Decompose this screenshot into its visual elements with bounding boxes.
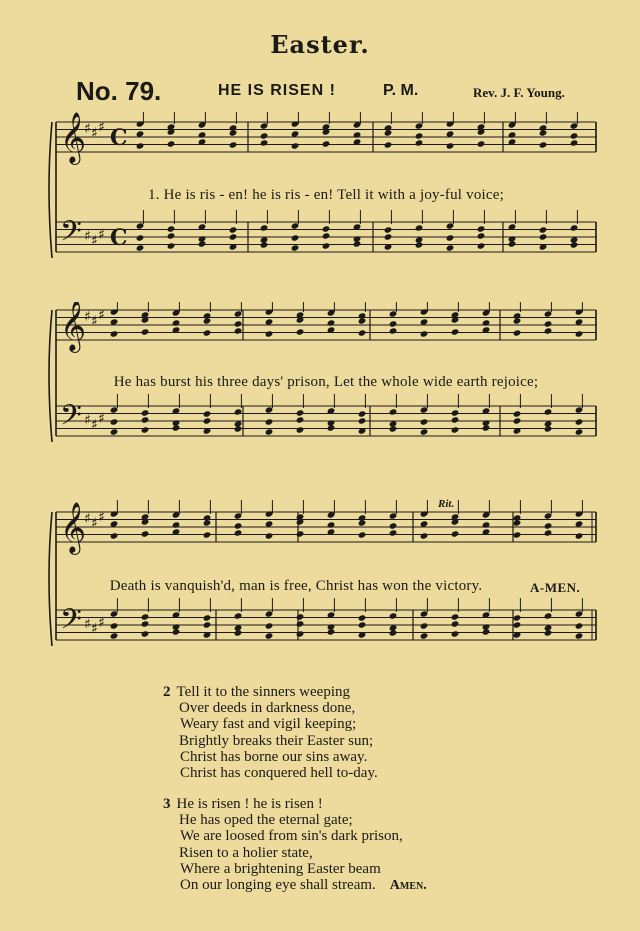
hymn-header	[0, 76, 640, 106]
amen-label: A-MEN.	[530, 580, 581, 595]
sharp-icon: ♯	[91, 621, 98, 637]
hymn-meter: P. M.	[383, 82, 419, 99]
verse-number: 3	[163, 796, 171, 812]
music-system-1	[48, 112, 604, 282]
sharp-icon: ♯	[98, 227, 105, 243]
verse-line: Over deeds in darkness done,	[179, 700, 356, 717]
ritardando-mark: Rit.	[438, 498, 455, 510]
verse-line: 2 Tell it to the sinners weeping	[163, 684, 350, 700]
score-system-3	[48, 492, 604, 662]
bass-clef-icon: 𝄢	[60, 215, 82, 255]
sharp-icon: ♯	[91, 125, 98, 142]
sharp-icon: ♯	[98, 119, 105, 136]
hymn-number: No. 79.	[76, 76, 162, 106]
treble-clef-icon: 𝄞	[60, 502, 87, 553]
note-heads	[110, 500, 584, 640]
sharp-icon: ♯	[98, 307, 105, 324]
lyric-line-3: Death is vanquish'd, man is free, Christ has won the victory.	[109, 578, 483, 594]
clef-icons	[60, 112, 128, 255]
lyric-line-2: He has burst his three days' prison, Let the whole wide earth rejoice;	[113, 374, 539, 390]
music-system-2	[48, 302, 604, 472]
treble-clef-icon: 𝄞	[60, 302, 87, 351]
verse-line: He has oped the eternal gate;	[179, 812, 353, 829]
sharp-icon: ♯	[98, 615, 105, 631]
verse-amen: Amen.	[389, 878, 427, 894]
music-system-3	[48, 492, 604, 662]
bar-lines	[243, 310, 596, 436]
bass-clef-icon: 𝄢	[60, 399, 82, 439]
sharp-icon: ♯	[91, 233, 98, 249]
lyric-line-1: 1. He is ris - en! he is ris - en! Tell it with a joy-ful voice;	[148, 187, 504, 203]
verse-3	[163, 796, 523, 894]
sharp-icon: ♯	[91, 417, 98, 433]
hymn-title: HE IS RISEN !	[218, 82, 336, 99]
verse-number: 2	[163, 684, 171, 700]
sharp-icon: ♯	[98, 411, 105, 427]
clef-icons	[60, 302, 105, 439]
sharp-icon: ♯	[91, 515, 98, 532]
note-heads	[110, 302, 584, 436]
verse-line: We are loosed from sin's dark prison,	[180, 828, 403, 845]
hymn-author: Rev. J. F. Young.	[473, 85, 565, 100]
verse-line: Where a brightening Easter beam	[180, 860, 381, 877]
clef-icons	[60, 502, 105, 643]
verse-line: 3 He is risen ! he is risen !	[163, 796, 323, 812]
verse-line: Christ has borne our sins away.	[180, 748, 368, 765]
verse-line: Brightly breaks their Easter sun;	[179, 732, 374, 749]
sharp-icon: ♯	[84, 616, 91, 633]
sharp-icon: ♯	[84, 228, 91, 245]
verse-line: Weary fast and vigil keeping;	[180, 716, 357, 733]
note-heads	[136, 112, 579, 252]
bar-lines	[216, 512, 596, 640]
verse-line: Christ has conquered hell to-day.	[180, 765, 378, 782]
sharp-icon: ♯	[91, 313, 98, 330]
treble-clef-icon: 𝄞	[60, 112, 87, 163]
verse-line: Risen to a holier state,	[179, 844, 313, 861]
sharp-icon: ♯	[84, 121, 91, 137]
section-title: Easter.	[270, 30, 370, 59]
bass-clef-icon: 𝄢	[60, 603, 82, 643]
common-time-icon: C	[110, 225, 128, 251]
sharp-icon: ♯	[84, 511, 91, 527]
sharp-icon: ♯	[84, 412, 91, 429]
verse-2	[163, 684, 523, 781]
sharp-icon: ♯	[98, 509, 105, 526]
verse-line: On our longing eye shall stream. Amen.	[180, 877, 427, 894]
common-time-icon: C	[110, 125, 128, 151]
sharp-icon: ♯	[84, 309, 91, 325]
